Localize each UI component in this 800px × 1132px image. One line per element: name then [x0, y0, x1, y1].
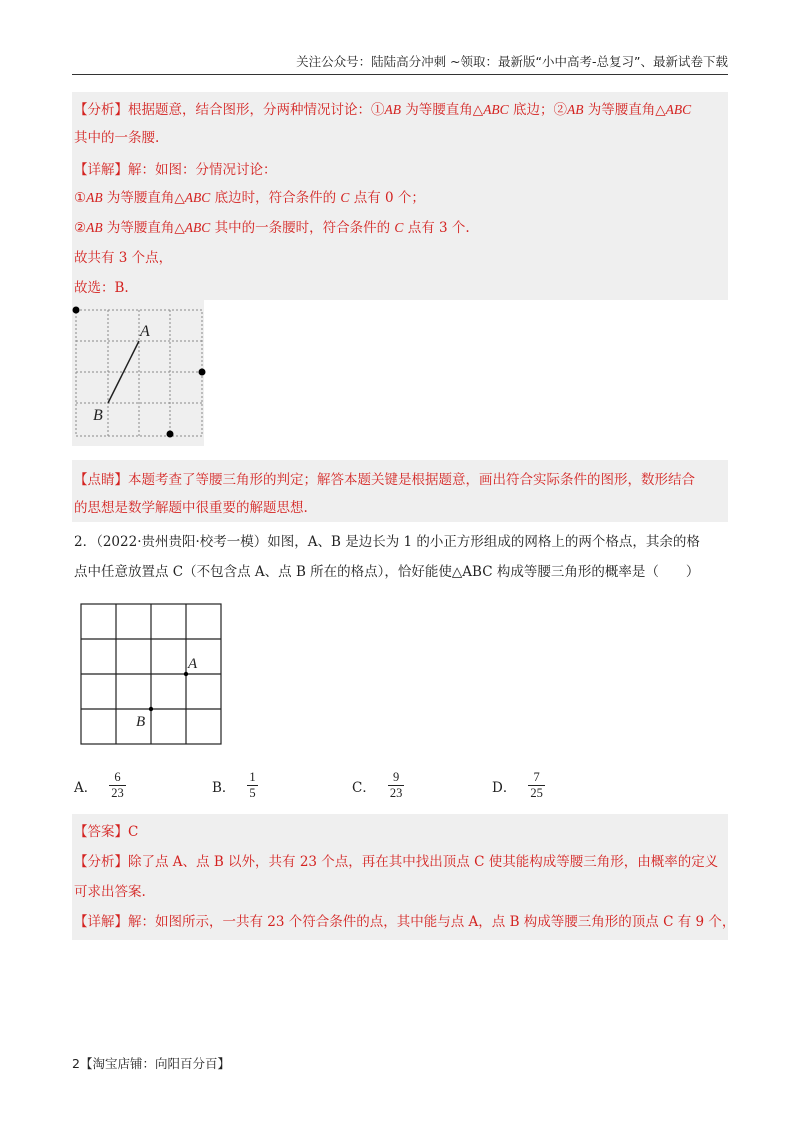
q2-stem-line2: 点中任意放置点 C（不包含点 A、点 B 所在的格点），恰好能使△ABC 构成等腰三角形的概率是（ ）: [74, 564, 700, 580]
q1-total: 故共有 3 个点，: [74, 250, 173, 266]
q2-grid-figure: [78, 602, 226, 748]
point-a: [184, 672, 188, 676]
q1-comment-line1: 【点睛】本题考查了等腰三角形的判定；解答本题关键是根据题意，画出符合实际条件的图形，数形结合: [74, 472, 695, 488]
q1-choice: 故选：B.: [74, 280, 129, 296]
q1-analysis-line2: 其中的一条腰.: [74, 130, 160, 146]
label-b: B: [136, 714, 146, 730]
q2-analysis-line1: 【分析】除了点 A、点 B 以外，共有 23 个点，再在其中找出顶点 C 使其能构成等腰三角形，由概率的定义: [74, 854, 719, 870]
q2-stem-line1: 2．（2022·贵州贵阳·校考一模）如图，A、B 是边长为 1 的小正方形组成的网格上的两个格点，其余的格: [74, 534, 700, 550]
page-header: 关注公众号：陆陆高分冲刺 ~领取：最新版“小中高考-总复习”、最新试卷下载: [72, 52, 728, 75]
page-number: 2: [72, 1056, 80, 1071]
q1-grid-figure: [72, 304, 212, 444]
label-a: A: [140, 323, 150, 340]
q1-comment-line2: 的思想是数学解题中很重要的解题思想.: [74, 500, 308, 516]
q2-detail-line1: 【详解】解：如图所示，一共有 23 个符合条件的点，其中能与点 A，点 B 构成等腰三角形的顶点 C 有 9 个，: [74, 914, 736, 930]
point-c-1: [73, 307, 80, 314]
q2-answer: 【答案】C: [74, 824, 139, 840]
option-b[interactable]: B． $\frac{1}{5}$: [212, 770, 256, 800]
q1-analysis-line1: 【分析】根据题意，结合图形，分两种情况讨论：①AB 为等腰直角△ABC 底边；②AB 为等腰直角△ABC: [74, 102, 692, 118]
label-a: A: [188, 656, 198, 672]
shop-label: 【淘宝店铺：向阳百分百】: [79, 1056, 230, 1071]
q1-detail-line1: 【详解】解：如图：分情况讨论：: [74, 162, 277, 178]
option-d[interactable]: D． $\frac{7}{25}$: [492, 770, 543, 800]
q1-case2: ②AB 为等腰直角△ABC 其中的一条腰时，符合条件的 C 点有 3 个.: [74, 220, 470, 236]
point-b: [149, 707, 153, 711]
page-footer: [72, 1054, 230, 1072]
point-c-2: [199, 369, 206, 376]
option-c[interactable]: C． $\frac{9}{23}$: [352, 770, 403, 800]
option-a[interactable]: A． $\frac{6}{23}$: [74, 770, 124, 800]
point-c-3: [167, 431, 174, 438]
q2-analysis-line2: 可求出答案.: [74, 884, 146, 900]
label-b: B: [93, 407, 103, 424]
q1-case1: ①AB 为等腰直角△ABC 底边时，符合条件的 C 点有 0 个；: [74, 190, 425, 206]
